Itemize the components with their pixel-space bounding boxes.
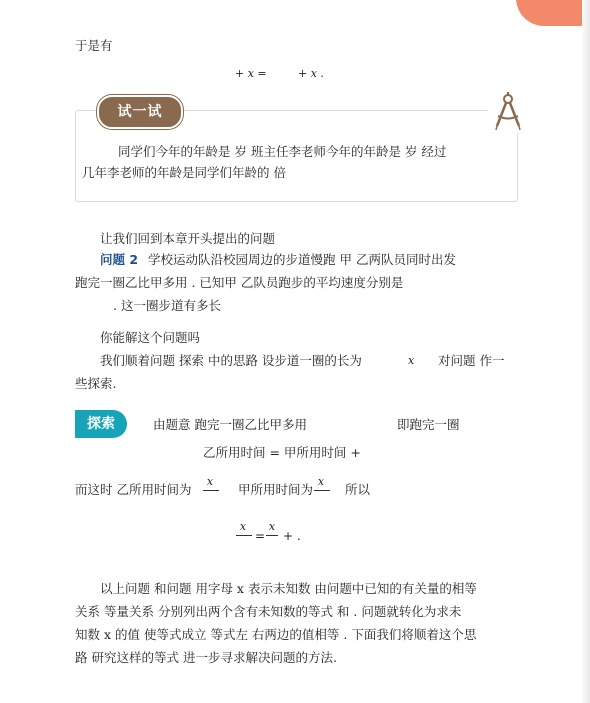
explore-line-1b: 即跑完一圈 <box>397 417 460 432</box>
variable-x: x <box>408 354 415 367</box>
explore-badge: 探索 <box>75 410 127 438</box>
equation-fraction-right: x <box>268 520 276 533</box>
problem-2-line-1: 学校运动队沿校园周边的步道慢跑 甲 乙两队员同时出发 <box>148 252 456 267</box>
fraction-bar <box>236 535 252 536</box>
try-it-line-2: 几年李老师的年龄是同学们年龄的 倍 <box>82 165 286 180</box>
intro-text: 于是有 <box>75 38 113 53</box>
paragraph-1: 让我们回到本章开头提出的问题 <box>100 231 276 246</box>
compass-icon <box>488 88 528 134</box>
corner-tab <box>516 0 590 26</box>
explore-line-1a: 由题意 跑完一圈乙比甲多用 <box>153 417 307 432</box>
explore-line-3a: 而这时 乙所用时间为 <box>75 482 192 497</box>
fraction-numerator: x <box>317 475 325 488</box>
explore-line-2: 乙所用时间 = 甲所用时间 + <box>203 445 361 460</box>
try-it-badge: 试一试 <box>97 95 183 129</box>
closing-line-4: 路 研究这样的等式 进一步寻求解决问题的方法. <box>75 650 337 665</box>
equation-tail: + . <box>283 529 301 543</box>
equation-right: + x . <box>298 67 324 80</box>
explore-line-3b: 甲所用时间为 <box>238 482 314 497</box>
fraction-numerator: x <box>206 475 214 488</box>
closing-line-1: 以上问题 和问题 用字母 x 表示未知数 由问题中已知的有关量的相等 <box>100 581 477 596</box>
closing-line-2: 关系 等量关系 分别列出两个含有未知数的等式 和 . 问题就转化为求未 <box>75 604 462 619</box>
paragraph-3-tail: 对问题 作一 <box>438 353 505 368</box>
problem-2-label: 问题 2 <box>100 252 139 267</box>
page-edge <box>582 0 590 703</box>
equation-fraction-left: x <box>239 520 247 533</box>
paragraph-3-line-2: 些探索. <box>75 376 117 391</box>
problem-2-line-3: . 这一圈步道有多长 <box>113 298 221 313</box>
fraction-bar <box>266 535 278 536</box>
fraction-bar <box>314 490 330 491</box>
problem-2-line-2: 跑完一圈乙比甲多用 . 已知甲 乙队员跑步的平均速度分别是 <box>75 275 404 290</box>
closing-line-3: 知数 x 的值 使等式成立 等式左 右两边的值相等 . 下面我们将顺着这个思 <box>75 627 477 642</box>
paragraph-2: 你能解这个问题吗 <box>100 330 201 345</box>
paragraph-3-line-1: 我们顺着问题 探索 中的思路 设步道一圈的长为 <box>100 353 362 368</box>
try-it-line-1: 同学们今年的年龄是 岁 班主任李老师今年的年龄是 岁 经过 <box>118 144 447 159</box>
equation-equals: = <box>255 529 266 543</box>
equation-left: + x = <box>235 67 267 80</box>
fraction-bar <box>203 490 219 491</box>
explore-line-3c: 所以 <box>345 482 371 497</box>
